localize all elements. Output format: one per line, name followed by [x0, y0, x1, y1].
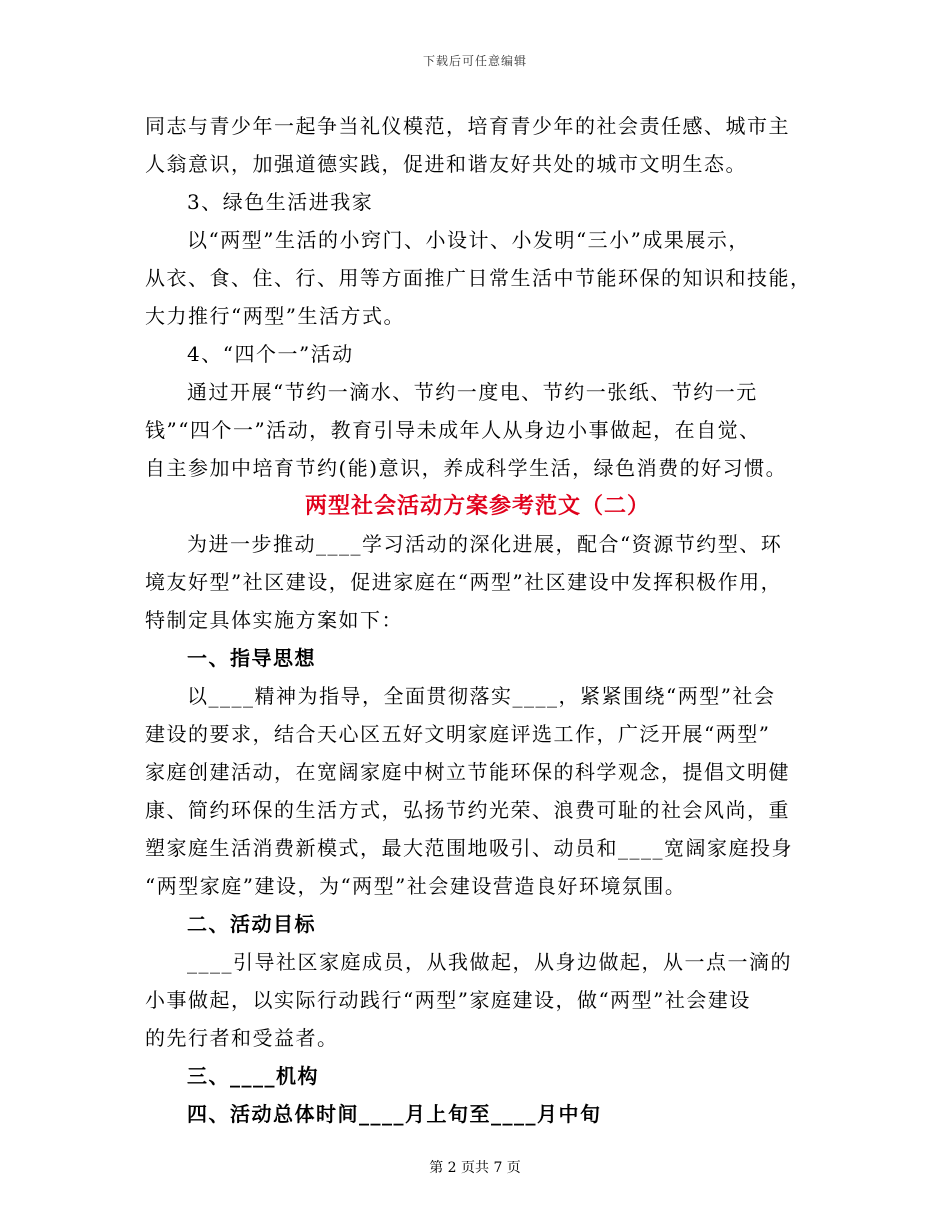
- section-heading: 三、____机构: [187, 1064, 319, 1088]
- section-heading: 4、“四个一”活动: [187, 342, 354, 366]
- paragraph-line: 大力推行“两型”生活方式。: [145, 304, 405, 328]
- paragraph-line: 小事做起，以实际行动践行“两型”家庭建设，做“两型”社会建设: [145, 988, 751, 1012]
- paragraph-line: 特制定具体实施方案如下：: [145, 608, 403, 632]
- paragraph-line: 钱”“四个一”活动，教育引导未成年人从身边小事做起，在自觉、: [145, 418, 761, 442]
- paragraph-line: 为进一步推动____学习活动的深化进展，配合“资源节约型、环: [187, 532, 783, 556]
- section-heading: 二、活动目标: [187, 912, 316, 936]
- paragraph-line: “两型家庭”建设，为“两型”社会建设营造良好环境氛围。: [145, 874, 687, 898]
- paragraph-line: 以“两型”生活的小窍门、小设计、小发明“三小”成果展示，: [187, 228, 750, 252]
- paragraph-line: 人翁意识，加强道德实践，促进和谐友好共处的城市文明生态。: [145, 152, 747, 176]
- paragraph-line: 从衣、食、住、行、用等方面推广日常生活中节能环保的知识和技能，: [145, 266, 812, 290]
- page-header: 下载后可任意编辑: [422, 54, 527, 68]
- document-title: 两型社会活动方案参考范文（二）: [304, 493, 650, 519]
- paragraph-line: 家庭创建活动，在宽阔家庭中树立节能环保的科学观念，提倡文明健: [145, 760, 790, 784]
- paragraph-line: 同志与青少年一起争当礼仪模范，培育青少年的社会责任感、城市主: [145, 114, 790, 138]
- paragraph-line: 自主参加中培育节约(能)意识，养成科学生活，绿色消费的好习惯。: [145, 456, 788, 480]
- document-body: [145, 107, 810, 1133]
- paragraph-line: ____引导社区家庭成员，从我做起，从身边做起，从一点一滴的: [187, 950, 792, 974]
- section-heading: 四、活动总体时间____月上旬至____月中旬: [187, 1102, 602, 1126]
- paragraph-line: 建设的要求，结合天心区五好文明家庭评选工作，广泛开展“两型”: [145, 722, 771, 746]
- page-footer: 第 2 页共 7 页: [429, 1160, 521, 1176]
- paragraph-line: 塑家庭生活消费新模式，最大范围地吸引、动员和____宽阔家庭投身: [145, 836, 793, 860]
- paragraph-line: 以____精神为指导，全面贯彻落实____，紧紧围绕“两型”社会: [187, 684, 776, 708]
- paragraph-line: 的先行者和受益者。: [145, 1026, 339, 1050]
- paragraph-line: 康、简约环保的生活方式，弘扬节约光荣、浪费可耻的社会风尚，重: [145, 798, 790, 822]
- section-heading: 3、绿色生活进我家: [187, 190, 374, 214]
- paragraph-line: 境友好型”社区建设，促进家庭在“两型”社区建设中发挥积极作用，: [145, 570, 783, 594]
- paragraph-line: 通过开展“节约一滴水、节约一度电、节约一张纸、节约一元: [187, 380, 758, 404]
- section-heading: 一、指导思想: [187, 646, 316, 670]
